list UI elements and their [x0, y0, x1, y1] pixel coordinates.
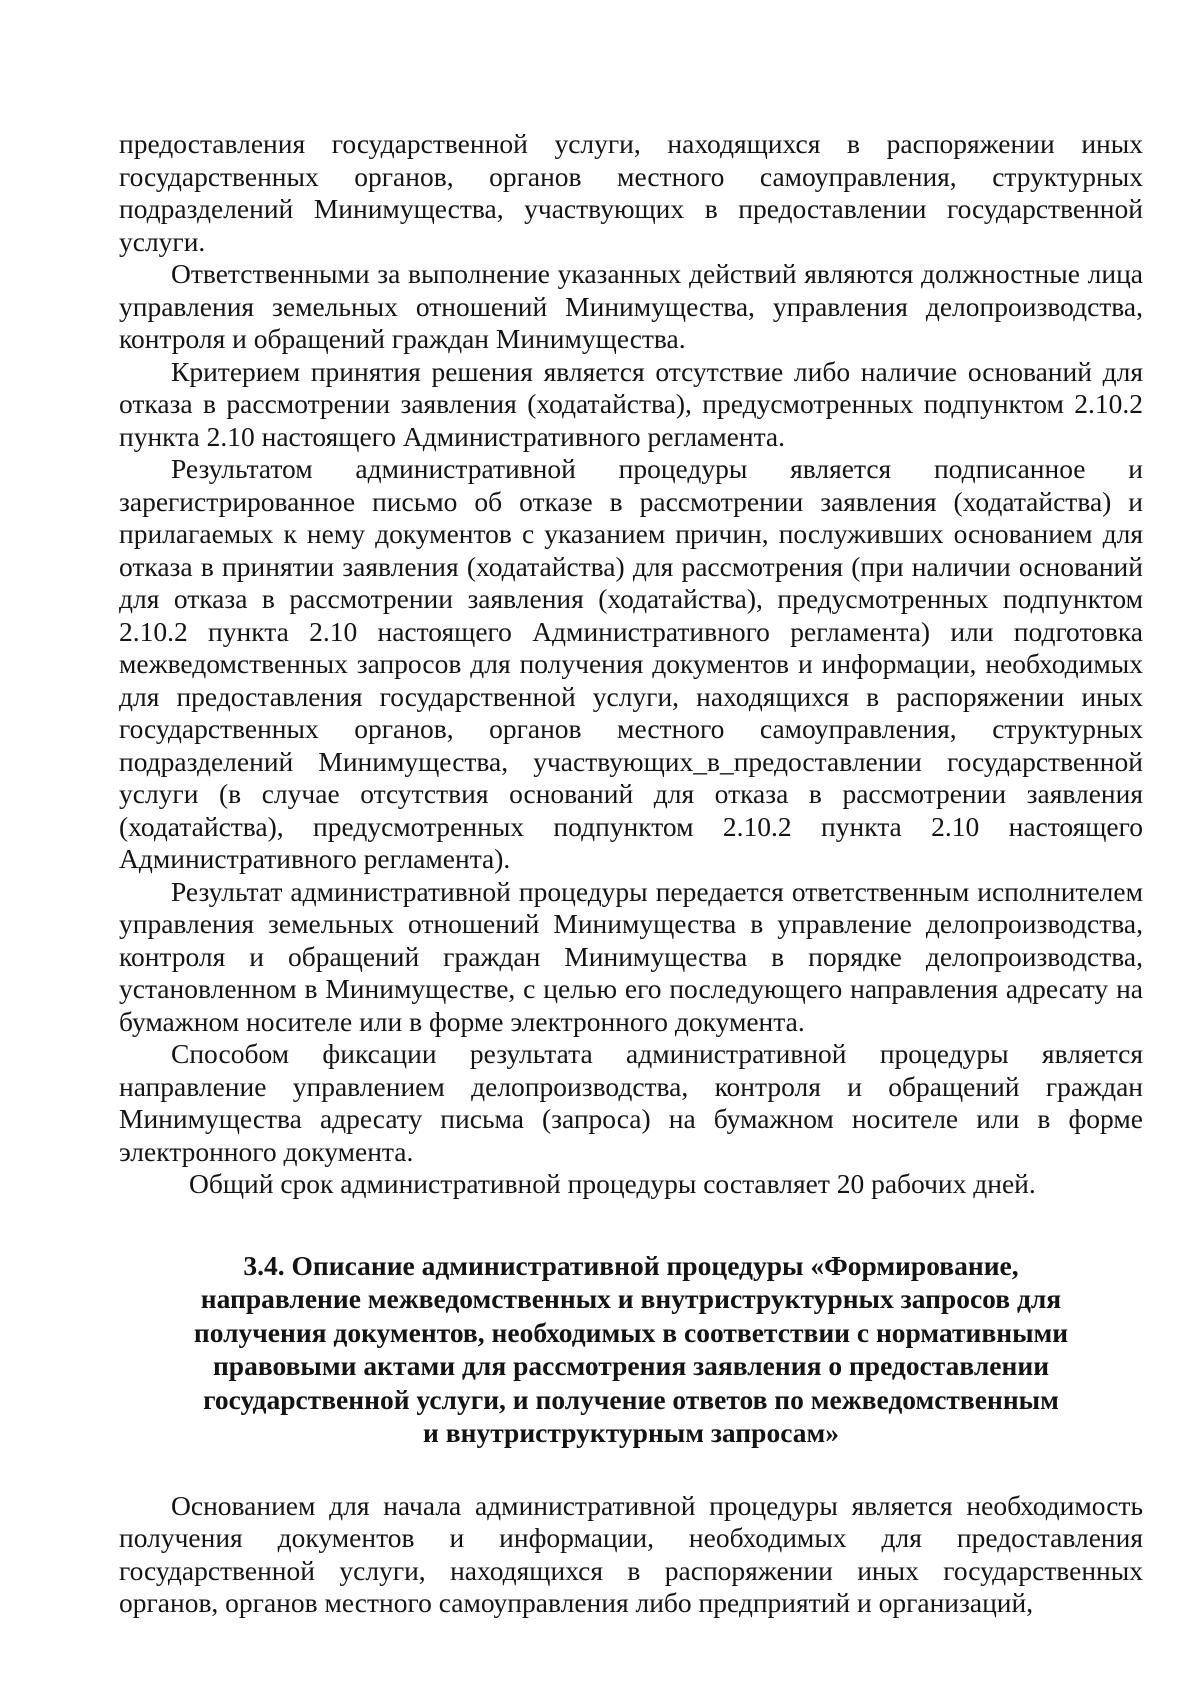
section-heading-line: направление межведомственных и внутриструктурных запросов для	[200, 1283, 1062, 1314]
paragraph-continuation: предоставления государственной услуги, находящихся в распоряжении иных государственных органов, органов местного самоуправления, структурных подразделений Минимущества, участвующих в предоставлении государственной услуги.	[119, 128, 1143, 257]
section-heading-line: 3.4. Описание административной процедуры «Формирование,	[243, 1249, 1019, 1281]
paragraph-total-term: Общий срок административной процедуры составляет 20 рабочих дней.	[189, 1168, 1036, 1199]
paragraph-procedure-basis: Основанием для начала административной процедуры является необходимость получения документов и информации, необходимых для предоставления государственной услуги, находящихся в распоряжении иных государственных органов, органов местного самоуправления либо предприятий и организаций,	[119, 1489, 1143, 1618]
paragraph-result-fixation: Способом фиксации результата административной процедуры является направление управлением делопроизводства, контроля и обращений граждан Минимущества адресату письма (запроса) на бумажном носителе или в форме электронного документа.	[119, 1038, 1143, 1167]
paragraph-decision-criterion: Критерием принятия решения является отсутствие либо наличие оснований для отказа в рассмотрении заявления (ходатайства), предусмотренных подпунктом 2.10.2 пункта 2.10 настоящего Административного регламента.	[119, 355, 1143, 452]
section-heading-line: получения документов, необходимых в соответствии с нормативными	[193, 1316, 1069, 1348]
paragraph-procedure-result: Результатом административной процедуры является подписанное и зарегистрированное письмо об отказе в рассмотрении заявления (ходатайства) и прилагаемых к нему документов с указанием причин, послуживших основанием для отказа в принятии заявления (ходатайства) для рассмотрения (при наличии оснований для отказа в рассмотрении заявления (ходатайства), предусмотренных подпунктом 2.10.2 пункта 2.10 настоящего Административного регламента) или подготовка межведомственных запросов для получения документов и информации, необходимых для предоставления государственной услуги, находящихся в распоряжении иных государственных органов, органов местного самоуправления, структурных подразделений Минимущества, участвующих_в_предоставлении государственной услуги (в случае отсутствия оснований для отказа в рассмотрении заявления (ходатайства), предусмотренных подпунктом 2.10.2 пункта 2.10 настоящего Административного регламента).	[119, 453, 1143, 874]
section-heading-line: государственной услуги, и получение ответов по межведомственным	[203, 1383, 1059, 1415]
document-page	[119, 128, 1143, 1620]
paragraph-result-transfer: Результат административной процедуры передается ответственным исполнителем управления земельных отношений Минимущества в управление делопроизводства, контроля и обращений граждан Минимущества в порядке делопроизводства, установленном в Минимуществе, с целью его последующего направления адресату на бумажном носителе или в форме электронного документа.	[119, 875, 1143, 1037]
section-heading-line: и внутриструктурным запросам»	[423, 1417, 839, 1448]
section-heading-3-4	[119, 1249, 1143, 1450]
paragraph-responsible-persons: Ответственными за выполнение указанных действий являются должностные лица управления земельных отношений Минимущества, управления делопроизводства, контроля и обращений граждан Минимущества.	[119, 258, 1143, 354]
section-heading-line: правовыми актами для рассмотрения заявления о предоставлении	[212, 1350, 1050, 1381]
